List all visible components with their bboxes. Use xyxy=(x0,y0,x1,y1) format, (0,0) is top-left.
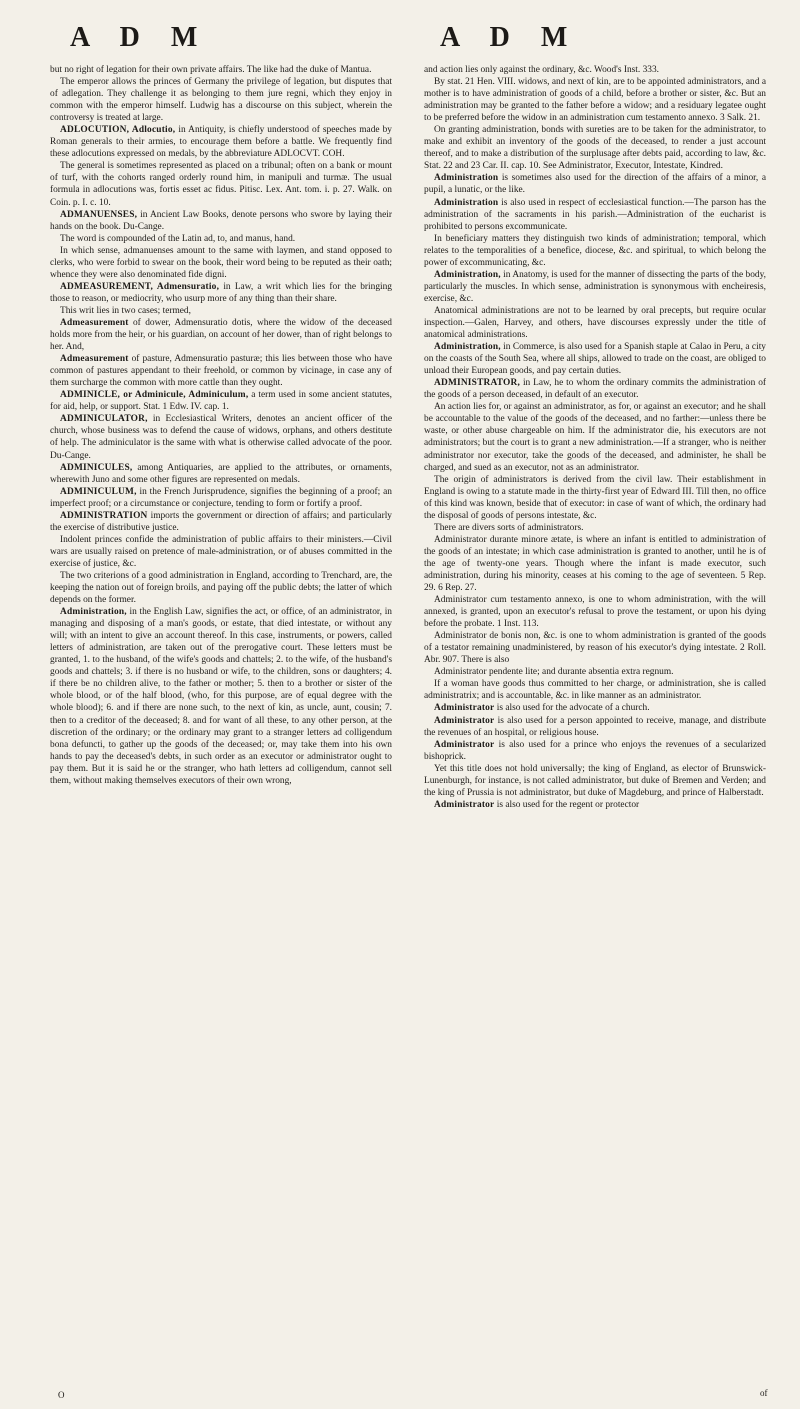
entry-paragraph xyxy=(424,666,766,678)
entry-paragraph xyxy=(424,702,766,714)
entry-text: In which sense, admanuenses amount to the same with laymen, and stand opposed to clerks, who were forbid to swear on the book, their word being to be reputed as their oath; whence they were also denominated fide digni. xyxy=(50,245,392,280)
entry-text: in Law, a writ which lies for the bringing those to reason, or mediocrity, who usurp more of any thing than their share. xyxy=(50,281,392,304)
entry-paragraph xyxy=(50,389,392,413)
entry-text: is also used for a prince who enjoys the revenues of a secularized bishoprick. xyxy=(424,739,766,762)
entry-paragraph xyxy=(424,678,766,702)
entry-text: This writ lies in two cases; termed, xyxy=(60,305,191,316)
entry-paragraph xyxy=(424,305,766,341)
headword: ADMANUENSES, xyxy=(60,209,138,220)
headword: ADMEASUREMENT, Admensuratio, xyxy=(60,281,220,292)
entry-paragraph xyxy=(50,413,392,461)
right-column xyxy=(424,64,766,811)
entry-paragraph xyxy=(424,197,766,233)
left-column xyxy=(50,64,392,787)
entry-text: and action lies only against the ordinary, &c. Wood's Inst. 333. xyxy=(424,65,660,75)
entry-paragraph xyxy=(50,76,392,124)
entry-paragraph xyxy=(50,124,392,160)
entry-paragraph xyxy=(50,462,392,486)
entry-paragraph xyxy=(50,209,392,233)
entry-text: in the French Jurisprudence, signifies the beginning of a proof; an imperfect proof; or a circumstance or conjecture, tending to form or fortify a proof. xyxy=(50,486,392,509)
entry-text: The origin of administrators is derived from the civil law. Their establishment in England is owing to a statute made in the thirty-first year of Edward III. Till then, no office of this kind was known, beside that of executor: in case of want of which, the ordinary had the disposal of goods of persons intestate, &c. xyxy=(424,474,766,521)
entry-text: There are divers sorts of administrators. xyxy=(434,522,584,533)
entry-paragraph xyxy=(50,160,392,208)
headword: Administrator xyxy=(434,739,495,750)
entry-text: An action lies for, or against an administrator, as for, or against an executor; and he shall be accountable to the value of the goods of the deceased, and no farther:—unless there be waste, or other abuse chargeable on him. If the administrator die, his executors are not administrators; but the court is to grant a new administration.—If a stranger, who is neither administrator nor executor, take the goods of the deceased, and administer, he shall be charged, and sued as an executor, not as an administrator. xyxy=(424,402,766,473)
entry-paragraph xyxy=(424,630,766,666)
entry-paragraph xyxy=(424,377,766,401)
entry-text: In beneficiary matters they distinguish two kinds of administration; temporal, which relates to the temporalities of a benefice, diocese, &c. and spiritual, to which belong the power of excommunicating, &c. xyxy=(424,233,766,268)
entry-paragraph xyxy=(50,305,392,317)
entry-paragraph xyxy=(424,799,766,811)
headword: Admeasurement xyxy=(60,354,129,365)
entry-paragraph xyxy=(424,341,766,377)
entry-text: in Antiquity, is chiefly understood of speeches made by Roman generals to their armies, to encourage them before a battle. We frequently find these adlocutions expressed on medals, by the abbreviature ADLOCVT. COH. xyxy=(50,125,392,160)
entry-text: By stat. 21 Hen. VIII. widows, and next of kin, are to be appointed administrators, and a mother is to have administration of goods of a child, before a brother or sister, &c. But an administration may be granted to the father before a widow; and a residuary legatee ought to be preferred before the widow in an administration cum testamento annexo. 3 Salk. 21. xyxy=(424,77,766,124)
entry-text: If a woman have goods thus committed to her charge, or administration, she is called administratrix; and is accountable, &c. in like manner as an administrator. xyxy=(424,679,766,702)
headword: Administration xyxy=(434,197,499,208)
signature-mark: O xyxy=(58,1390,65,1400)
headword: ADLOCUTION, Adlocutio, xyxy=(60,125,176,136)
headword: ADMINICULES, xyxy=(60,462,133,473)
entry-paragraph xyxy=(424,474,766,522)
entry-text: of pasture, Admensuratio pasturæ; this lies between those who have common of pastures appendant to their freehold, or common by vicinage, in case any of them surcharge the common with more cattle than they ought. xyxy=(50,354,392,389)
entry-text: The two criterions of a good administration in England, according to Trenchard, are, the keeping the nation out of foreign broils, and paying off the public debts; the latter of which depends on the former. xyxy=(50,570,392,606)
running-head-left: A D M xyxy=(70,22,210,53)
entry-text: imports the government or direction of affairs; and particularly the exercise of distributive justice. xyxy=(50,510,392,533)
headword: ADMINISTRATION xyxy=(60,510,148,521)
entry-paragraph xyxy=(424,715,766,739)
entry-text: The emperor allows the princes of Germany the privilege of legation, but disputes that of adlegation. They challenge it as belonging to them jure regni, which they enjoy in common with the emperor himself. Ludwig has a discourse on this subject, wherein the controversy is treated at large. xyxy=(50,77,392,124)
headword: ADMINICULATOR, xyxy=(60,414,148,425)
entry-paragraph xyxy=(50,317,392,353)
entry-paragraph xyxy=(50,606,392,787)
headword: Administrator xyxy=(434,715,495,726)
entry-paragraph xyxy=(424,76,766,124)
entry-paragraph xyxy=(50,245,392,281)
entry-text: in the English Law, signifies the act, or office, of an administrator, in managing and disposing of a man's goods, or estate, that died intestate, or without any will; with an intent to give an account thereof. In this case, instruments, or powers, called letters of administration, are taken out of the prerogative court. These letters must be granted, 1. to the husband, of the wife's goods and chattels; 2. to the wife, of the husband's goods and chattels; 3. if there is no husband or wife, to the children, sons or daughters; 4. if there be no children alive, to the father or mother; 5. then to a brother or sister of the whole blood, or of the half blood, (who, for this purpose, are of equal degree with the whole blood); 6. and if there are none such, to the next of kin, as uncle, aunt, cousin; 7. then to a creditor of the deceased; 8. and for want of all these, to any other person, at the discretion of the ordinary; or the ordinary may grant to a stranger letters ad colligendum bona defuncti, to gather up the goods of the deceased; or, may take them into his own hands to pay the deceased's debts, in such order as an executor or administrator ought to pay them. But it is said he or the stranger, who hath letters ad colligendum, cannot sell them, without making themselves executors of their own wrong, xyxy=(50,607,392,786)
entry-text: in Commerce, is also used for a Spanish staple at Calao in Peru, a city on the coasts of the South Sea, where all ships, allowed to trade on the coast, are obliged to unload their European goods, and pay certain duties. xyxy=(424,342,766,377)
entry-text: in Law, he to whom the ordinary commits the administration of the goods of a person deceased, in default of an executor. xyxy=(424,378,766,401)
catchword: of xyxy=(760,1388,768,1398)
headword: Admeasurement xyxy=(60,317,129,328)
entry-paragraph xyxy=(424,739,766,763)
headword: Administration, xyxy=(434,269,501,280)
entry-paragraph xyxy=(50,570,392,606)
entry-text: is sometimes also used for the direction of the affairs of a minor, a pupil, a lunatic, or the like. xyxy=(424,173,766,196)
headword: Administration xyxy=(434,173,499,184)
entry-paragraph xyxy=(50,510,392,534)
entry-text: of dower, Admensuratio dotis, where the widow of the deceased holds more from the heir, or his guardian, on account of her dower, than of right belongs to her. And, xyxy=(50,317,392,353)
entry-paragraph xyxy=(424,172,766,196)
running-head-right: A D M xyxy=(440,22,580,53)
headword: ADMINICLE, or Adminicule, Adminiculum, xyxy=(60,390,249,401)
entry-text: among Antiquaries, are applied to the attributes, or ornaments, wherewith Juno and some other figures are represented on medals. xyxy=(50,462,392,485)
entry-text: is also used for a person appointed to receive, manage, and distribute the revenues of an hospital, or religious house. xyxy=(424,715,766,738)
entry-text: a term used in some ancient statutes, for aid, help, or support. Stat. 1 Edw. IV. cap. 1. xyxy=(50,390,392,413)
entry-paragraph xyxy=(424,233,766,269)
entry-text: Administrator pendente lite; and durante absentia extra regnum. xyxy=(434,667,674,678)
entry-paragraph xyxy=(50,233,392,245)
headword: ADMINISTRATOR, xyxy=(434,378,521,389)
entry-paragraph xyxy=(50,64,392,76)
entry-paragraph xyxy=(424,269,766,305)
entry-text: is also used for the regent or protector xyxy=(494,799,640,810)
entry-text: The word is compounded of the Latin ad, to, and manus, hand. xyxy=(60,233,296,244)
entry-text: but no right of legation for their own private affairs. The like had the duke of Mantua. xyxy=(50,65,372,75)
entry-paragraph xyxy=(50,534,392,570)
entry-text: The general is sometimes represented as placed on a tribunal; often on a bank or mount of turf, with the cohorts ranged orderly round him, in manipuli and turmæ. The usual formula in adlocutions was, fortis esset ac fidus. Pitisc. Lex. Ant. tom. i. p. 27. Walk. on Coin. p. I. c. 10. xyxy=(50,161,392,208)
entry-paragraph xyxy=(424,64,766,76)
entry-text: Yet this title does not hold universally; the king of England, as elector of Brunswick-Lunenburgh, for instance, is not called administrator, but duke of Bremen and Verden; and the king of Prussia is not administrator, but duke of Magdeburg, and prince of Halberstadt. xyxy=(424,763,766,798)
entry-paragraph xyxy=(424,124,766,172)
entry-text: in Ancient Law Books, denote persons who swore by laying their hands on the book. Du-Cange. xyxy=(50,209,392,232)
entry-text: in Anatomy, is used for the manner of dissecting the parts of the body, particularly the muscles. In which sense, administration is synonymous with encheiresis, exercise, &c. xyxy=(424,269,766,304)
headword: ADMINICULUM, xyxy=(60,486,137,497)
entry-text: Anatomical administrations are not to be learned by oral precepts, but require ocular inspection.—Galen, Harvey, and others, have discourses expressly under the title of anatomical administrations. xyxy=(424,305,766,341)
entry-text: On granting administration, bonds with sureties are to be taken for the administrator, to make and exhibit an inventory of the goods of the deceased, to render a just account thereof, and to make a distribution of the surplusage after debts paid, according to law, &c. Stat. 22 and 23 Car. II. cap. 10. See Administrator, Executor, Intestate, Kindred. xyxy=(424,125,766,172)
entry-paragraph xyxy=(424,534,766,594)
entry-paragraph xyxy=(424,594,766,630)
entry-paragraph xyxy=(50,281,392,305)
entry-text: Administrator cum testamento annexo, is one to whom administration, with the will annexed, is granted, upon an executor's refusal to prove the testament, or upon his dying before the probate. 1 Inst. 113. xyxy=(424,595,766,630)
entry-paragraph xyxy=(424,401,766,473)
entry-text: is also used in respect of ecclesiastical function.—The parson has the administration of the sacraments in his parish.—Administration of the eucharist is prohibited to persons excommunicate. xyxy=(424,197,766,232)
entry-text: in Ecclesiastical Writers, denotes an ancient officer of the church, whose business was to defend the cause of widows, orphans, and others destitute of help. The adminiculator is the same with what is otherwise called advocate of the poor. Du-Cange. xyxy=(50,414,392,461)
entry-paragraph xyxy=(50,353,392,389)
entry-text: Administrator de bonis non, &c. is one to whom administration is granted of the goods of a testator remaining unadministered, by reason of his executor's dying intestate. 2 Roll. Abr. 907. There is also xyxy=(424,631,766,666)
entry-paragraph xyxy=(50,486,392,510)
headword: Administrator xyxy=(434,703,495,714)
entry-text: is also used for the advocate of a church. xyxy=(494,703,650,714)
entry-paragraph xyxy=(424,522,766,534)
headword: Administrator xyxy=(434,799,495,810)
entry-paragraph xyxy=(424,763,766,799)
entry-text: Administrator durante minore ætate, is where an infant is entitled to administration of the goods of an intestate; in which case administration is granted to another, until he is of the age of twenty-one years. Though where the infant is made executor, such administration, during his minority, ceases at his coming to the age of seventeen. 5 Rep. 29. 6 Rep. 27. xyxy=(424,534,766,594)
headword: Administration, xyxy=(434,342,501,353)
headword: Administration, xyxy=(60,607,127,618)
entry-text: Indolent princes confide the administration of public affairs to their ministers.—Civil wars are usually raised on pretence of male-administration, or of abuses committed in the exercise of justice, &c. xyxy=(50,534,392,569)
